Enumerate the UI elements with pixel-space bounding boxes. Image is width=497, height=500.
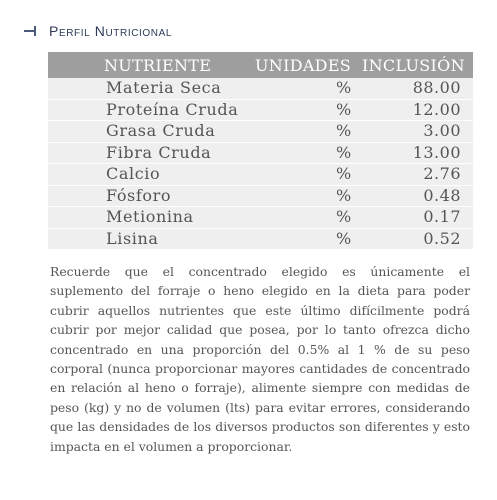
nutrient-name: Grasa Cruda — [48, 121, 255, 143]
table-header-row — [48, 52, 473, 78]
header-nutrient: NUTRIENTE — [48, 52, 255, 78]
nutrient-name: Fósforo — [48, 185, 255, 207]
nutrient-unit: % — [255, 142, 362, 164]
nutrient-unit: % — [255, 185, 362, 207]
table-row — [48, 121, 473, 143]
nutrient-value: 0.17 — [362, 207, 473, 229]
nutrient-value: 2.76 — [362, 164, 473, 186]
header-inclusion: INCLUSIÓN — [362, 52, 473, 78]
nutrient-unit: % — [255, 207, 362, 229]
nutrient-name: Materia Seca — [48, 78, 255, 99]
table-row — [48, 207, 473, 229]
feeding-notes: Recuerde que el concentrado elegido es únicamente el suplemento del forraje o heno elegido en la dieta para poder cubrir aquellos nutrientes que este último difícilmente podrá cubrir por mejor calidad que posea, por lo tanto ofrezca dicho concentrado en una proporción del 0.5% al 1 % de su peso corporal (nunca proporcionar mayores cantidades de concentrado en relación al heno o forraje), alimente siempre con medidas de peso (kg) y no de volumen (lts) para evitar errores, considerando que las densidades de los diversos productos son diferentes y esto impacta en el volumen a proporcionar. — [50, 264, 470, 454]
nutrient-value: 13.00 — [362, 142, 473, 164]
nutrient-name: Calcio — [48, 164, 255, 186]
nutrient-unit: % — [255, 228, 362, 250]
section-header — [24, 22, 172, 40]
nutrient-unit: % — [255, 99, 362, 121]
table-row — [48, 228, 473, 250]
nutrient-value: 12.00 — [362, 99, 473, 121]
nutrient-name: Fibra Cruda — [48, 142, 255, 164]
table-row — [48, 185, 473, 207]
table-row — [48, 99, 473, 121]
nutrient-unit: % — [255, 121, 362, 143]
nutrient-value: 0.48 — [362, 185, 473, 207]
nutrient-unit: % — [255, 164, 362, 186]
nutrient-name: Metionina — [48, 207, 255, 229]
nutrient-unit: % — [255, 78, 362, 99]
section-title: Perfil Nutricional — [49, 23, 173, 39]
header-units: UNIDADES — [255, 52, 362, 78]
nutrient-value: 0.52 — [362, 228, 473, 250]
nutrient-value: 88.00 — [362, 78, 473, 99]
bracket-marker-icon — [24, 25, 37, 37]
table-row — [48, 164, 473, 186]
nutrition-table — [48, 52, 473, 250]
table-row — [48, 142, 473, 164]
table-row — [48, 78, 473, 99]
nutrient-name: Proteína Cruda — [48, 99, 255, 121]
nutrient-name: Lisina — [48, 228, 255, 250]
nutrient-value: 3.00 — [362, 121, 473, 143]
